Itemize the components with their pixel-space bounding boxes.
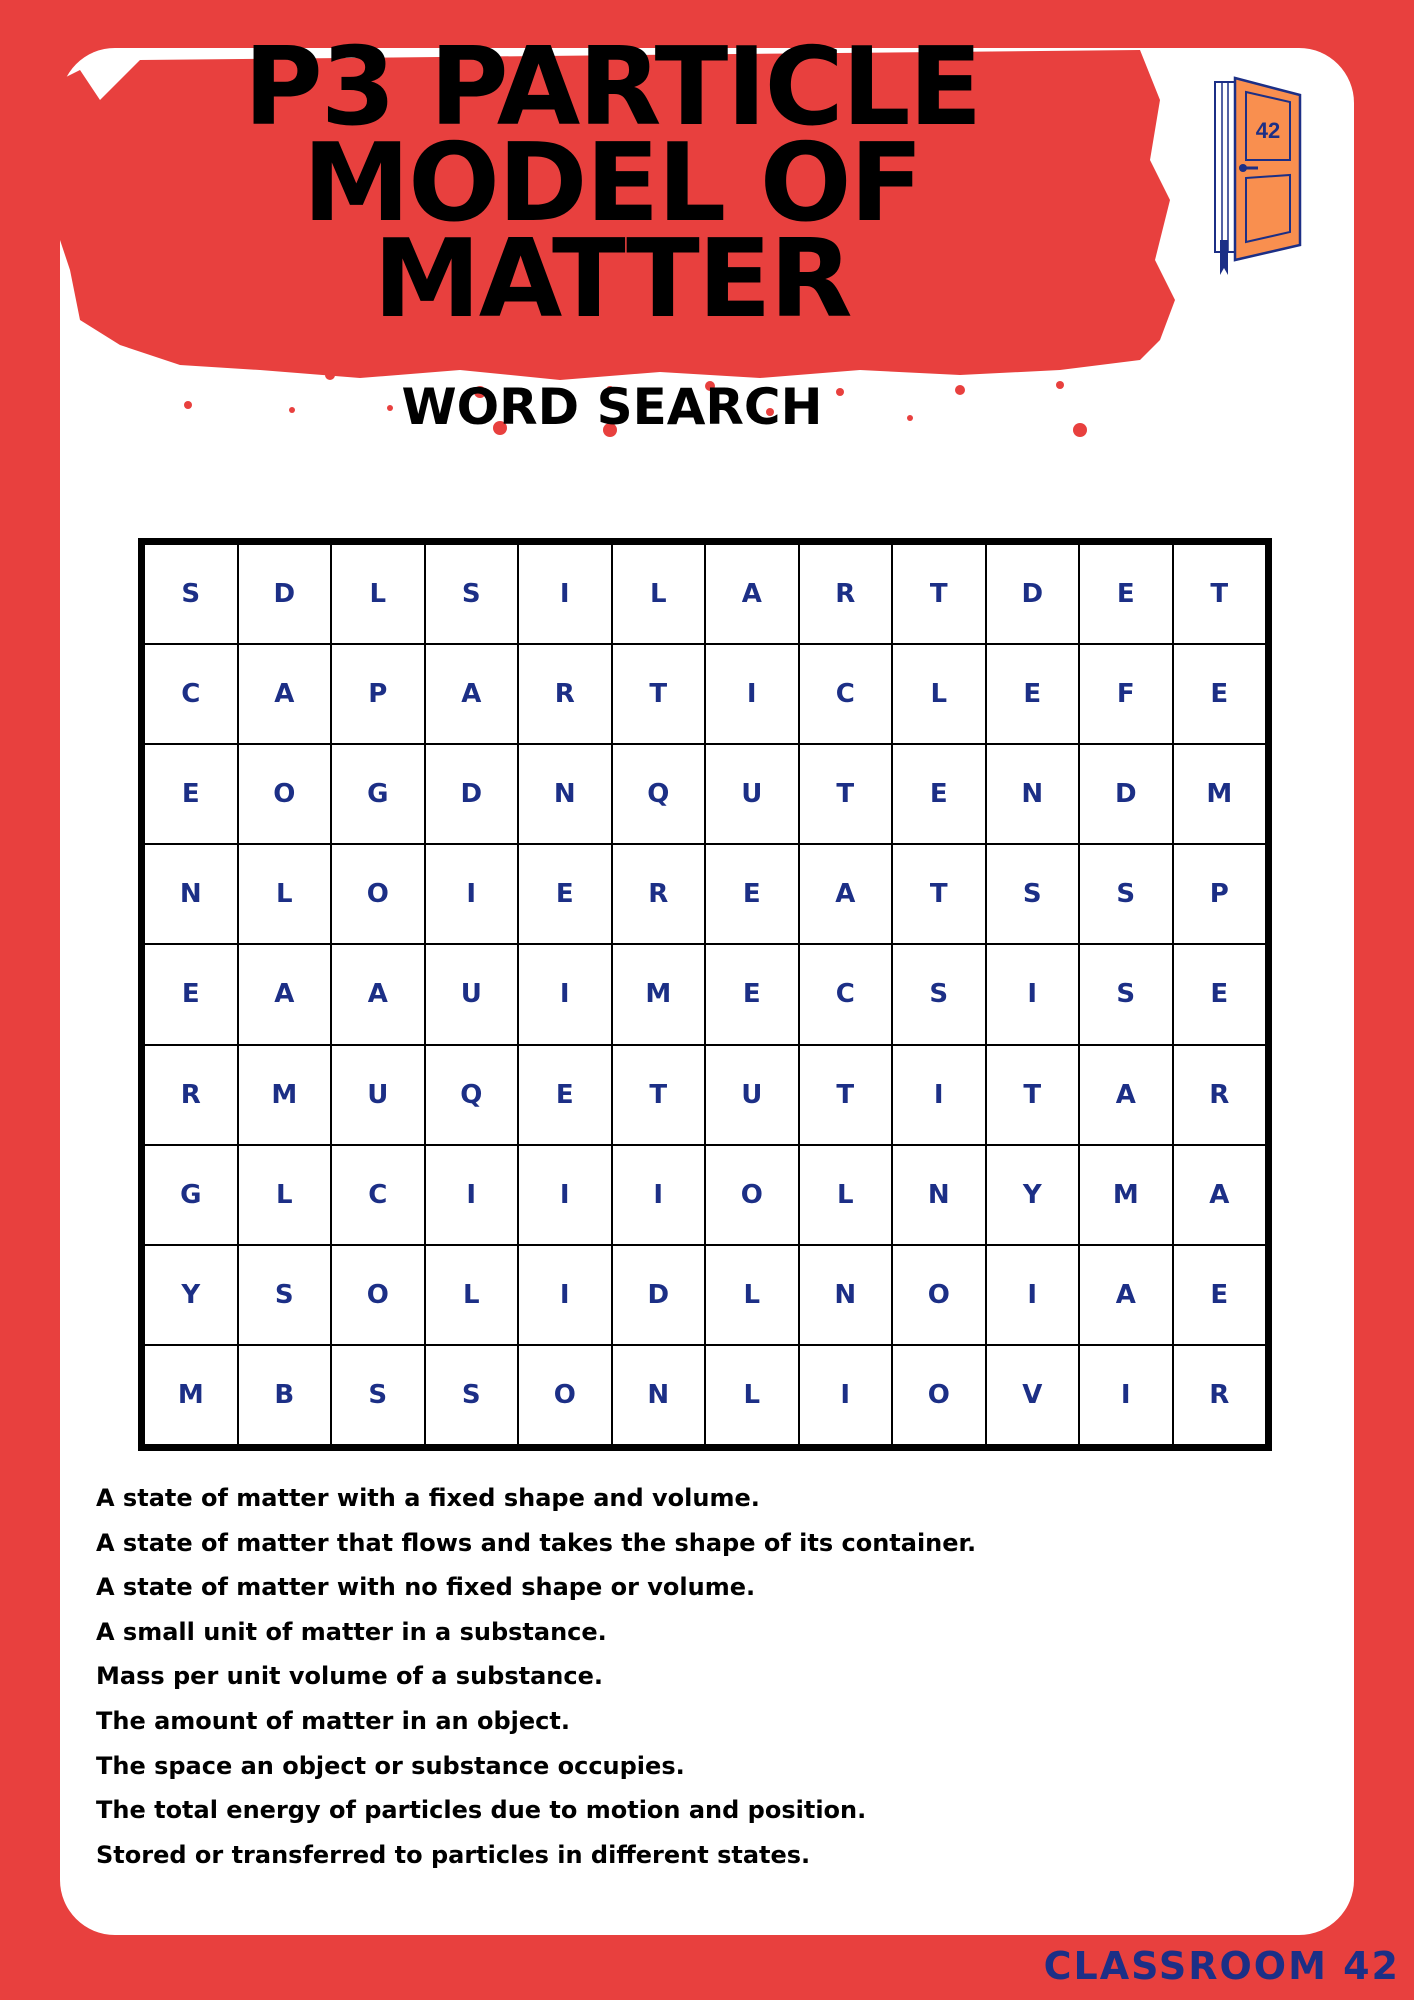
grid-cell[interactable]: L — [705, 1245, 799, 1345]
grid-cell[interactable]: L — [238, 1145, 332, 1245]
grid-cell[interactable]: V — [986, 1345, 1080, 1445]
grid-cell[interactable]: E — [144, 944, 238, 1044]
grid-cell[interactable]: D — [425, 744, 519, 844]
grid-cell[interactable]: E — [518, 1045, 612, 1145]
grid-cell[interactable]: D — [238, 544, 332, 644]
grid-cell[interactable]: A — [331, 944, 425, 1044]
grid-cell[interactable]: I — [799, 1345, 893, 1445]
grid-cell[interactable]: E — [892, 744, 986, 844]
grid-cell[interactable]: C — [144, 644, 238, 744]
grid-cell[interactable]: R — [612, 844, 706, 944]
grid-cell[interactable]: T — [799, 1045, 893, 1145]
grid-cell[interactable]: S — [331, 1345, 425, 1445]
grid-cell[interactable]: R — [518, 644, 612, 744]
grid-cell[interactable]: I — [986, 1245, 1080, 1345]
grid-cell[interactable]: G — [144, 1145, 238, 1245]
grid-cell[interactable]: O — [518, 1345, 612, 1445]
grid-cell[interactable]: I — [1079, 1345, 1173, 1445]
grid-cell[interactable]: R — [1173, 1345, 1267, 1445]
grid-cell[interactable]: G — [331, 744, 425, 844]
grid-cell[interactable]: D — [612, 1245, 706, 1345]
grid-cell[interactable]: A — [1079, 1045, 1173, 1145]
grid-cell[interactable]: S — [986, 844, 1080, 944]
clue-item: A state of matter with no fixed shape or volume. — [96, 1573, 756, 1602]
grid-cell[interactable]: A — [238, 944, 332, 1044]
grid-cell[interactable]: C — [799, 944, 893, 1044]
grid-cell[interactable]: S — [1079, 944, 1173, 1044]
grid-cell[interactable]: D — [1079, 744, 1173, 844]
grid-cell[interactable]: I — [425, 844, 519, 944]
grid-cell[interactable]: L — [705, 1345, 799, 1445]
grid-cell[interactable]: N — [799, 1245, 893, 1345]
door-book-icon — [1210, 70, 1320, 280]
grid-cell[interactable]: U — [705, 1045, 799, 1145]
grid-cell[interactable]: P — [331, 644, 425, 744]
grid-cell[interactable]: N — [144, 844, 238, 944]
brand-footer: CLASSROOM 42 — [1043, 1944, 1400, 1988]
grid-cell[interactable]: T — [892, 544, 986, 644]
grid-cell[interactable]: S — [238, 1245, 332, 1345]
grid-cell[interactable]: E — [1173, 1245, 1267, 1345]
grid-cell[interactable]: L — [799, 1145, 893, 1245]
grid-cell[interactable]: T — [612, 1045, 706, 1145]
grid-cell[interactable]: O — [331, 1245, 425, 1345]
grid-cell[interactable]: I — [518, 1145, 612, 1245]
grid-cell[interactable]: E — [705, 944, 799, 1044]
grid-cell[interactable]: Q — [612, 744, 706, 844]
clue-item: Stored or transferred to particles in different states. — [96, 1840, 811, 1869]
clue-item: The total energy of particles due to motion and position. — [96, 1796, 867, 1825]
grid-cell[interactable]: L — [892, 644, 986, 744]
grid-cell[interactable]: E — [144, 744, 238, 844]
grid-cell[interactable]: A — [425, 644, 519, 744]
clue-item: The space an object or substance occupies. — [96, 1751, 685, 1780]
grid-cell[interactable]: P — [1173, 844, 1267, 944]
grid-cell[interactable]: A — [799, 844, 893, 944]
logo-number: 42 — [1255, 118, 1281, 143]
grid-cell[interactable]: A — [705, 544, 799, 644]
title-line: P3 PARTICLE — [243, 25, 981, 150]
grid-cell[interactable]: R — [799, 544, 893, 644]
grid-cell[interactable]: E — [1173, 644, 1267, 744]
grid-cell[interactable]: O — [892, 1245, 986, 1345]
grid-cell[interactable]: E — [1079, 544, 1173, 644]
grid-cell[interactable]: I — [892, 1045, 986, 1145]
grid-cell[interactable]: R — [1173, 1045, 1267, 1145]
grid-cell[interactable]: A — [1173, 1145, 1267, 1245]
grid-cell[interactable]: S — [892, 944, 986, 1044]
grid-cell[interactable]: E — [518, 844, 612, 944]
grid-cell[interactable]: T — [612, 644, 706, 744]
subtitle: WORD SEARCH — [401, 378, 823, 436]
grid-cell[interactable]: A — [238, 644, 332, 744]
grid-cell[interactable]: N — [892, 1145, 986, 1245]
grid-cell[interactable]: L — [331, 544, 425, 644]
page-title — [0, 25, 1224, 342]
title-line: MATTER — [373, 217, 851, 342]
grid-cell[interactable]: S — [425, 1345, 519, 1445]
clue-item: A state of matter that flows and takes the shape of its container. — [96, 1528, 977, 1557]
grid-cell[interactable]: S — [144, 544, 238, 644]
grid-cell[interactable]: E — [986, 644, 1080, 744]
clue-item: A state of matter with a fixed shape and volume. — [96, 1484, 760, 1512]
grid-cell[interactable]: L — [238, 844, 332, 944]
grid-cell[interactable]: M — [612, 944, 706, 1044]
grid-cell[interactable]: M — [1173, 744, 1267, 844]
grid-cell[interactable]: N — [518, 744, 612, 844]
grid-cell[interactable]: I — [705, 644, 799, 744]
grid-cell[interactable]: E — [705, 844, 799, 944]
grid-cell[interactable]: Y — [986, 1145, 1080, 1245]
clue-list — [96, 1476, 976, 1877]
grid-cell[interactable]: C — [799, 644, 893, 744]
grid-cell[interactable]: U — [425, 944, 519, 1044]
clue-item: The amount of matter in an object. — [96, 1706, 570, 1735]
title-line: MODEL OF — [302, 121, 922, 246]
grid-cell[interactable]: I — [425, 1145, 519, 1245]
grid-cell[interactable]: N — [986, 744, 1080, 844]
grid-cell[interactable]: L — [612, 544, 706, 644]
grid-cell[interactable]: D — [986, 544, 1080, 644]
grid-cell[interactable]: L — [425, 1245, 519, 1345]
grid-cell[interactable]: B — [238, 1345, 332, 1445]
grid-cell[interactable]: O — [238, 744, 332, 844]
grid-cell[interactable]: O — [705, 1145, 799, 1245]
grid-cell[interactable]: F — [1079, 644, 1173, 744]
grid-cell[interactable]: C — [331, 1145, 425, 1245]
grid-cell[interactable]: I — [612, 1145, 706, 1245]
grid-cell[interactable]: R — [144, 1045, 238, 1145]
grid-cell[interactable]: T — [799, 744, 893, 844]
grid-cell[interactable]: S — [425, 544, 519, 644]
clue-item: A small unit of matter in a substance. — [96, 1617, 607, 1646]
grid-cell[interactable]: Q — [425, 1045, 519, 1145]
grid-cell[interactable]: A — [1079, 1245, 1173, 1345]
grid-cell[interactable]: I — [518, 1245, 612, 1345]
grid-cell[interactable]: I — [986, 944, 1080, 1044]
grid-cell[interactable]: O — [331, 844, 425, 944]
grid-cell[interactable]: I — [518, 944, 612, 1044]
word-search-grid — [138, 538, 1272, 1451]
grid-cell[interactable]: M — [238, 1045, 332, 1145]
grid-cell[interactable]: E — [1173, 944, 1267, 1044]
grid-cell[interactable]: U — [705, 744, 799, 844]
grid-cell[interactable]: N — [612, 1345, 706, 1445]
grid-cell[interactable]: M — [1079, 1145, 1173, 1245]
grid-cell[interactable]: T — [986, 1045, 1080, 1145]
clue-item: Mass per unit volume of a substance. — [96, 1662, 604, 1691]
grid-cell[interactable]: M — [144, 1345, 238, 1445]
grid-cell[interactable]: T — [892, 844, 986, 944]
grid-cell[interactable]: O — [892, 1345, 986, 1445]
grid-cell[interactable]: I — [518, 544, 612, 644]
grid-cell[interactable]: S — [1079, 844, 1173, 944]
grid-cell[interactable]: Y — [144, 1245, 238, 1345]
grid-cell[interactable]: U — [331, 1045, 425, 1145]
grid-cell[interactable]: T — [1173, 544, 1267, 644]
